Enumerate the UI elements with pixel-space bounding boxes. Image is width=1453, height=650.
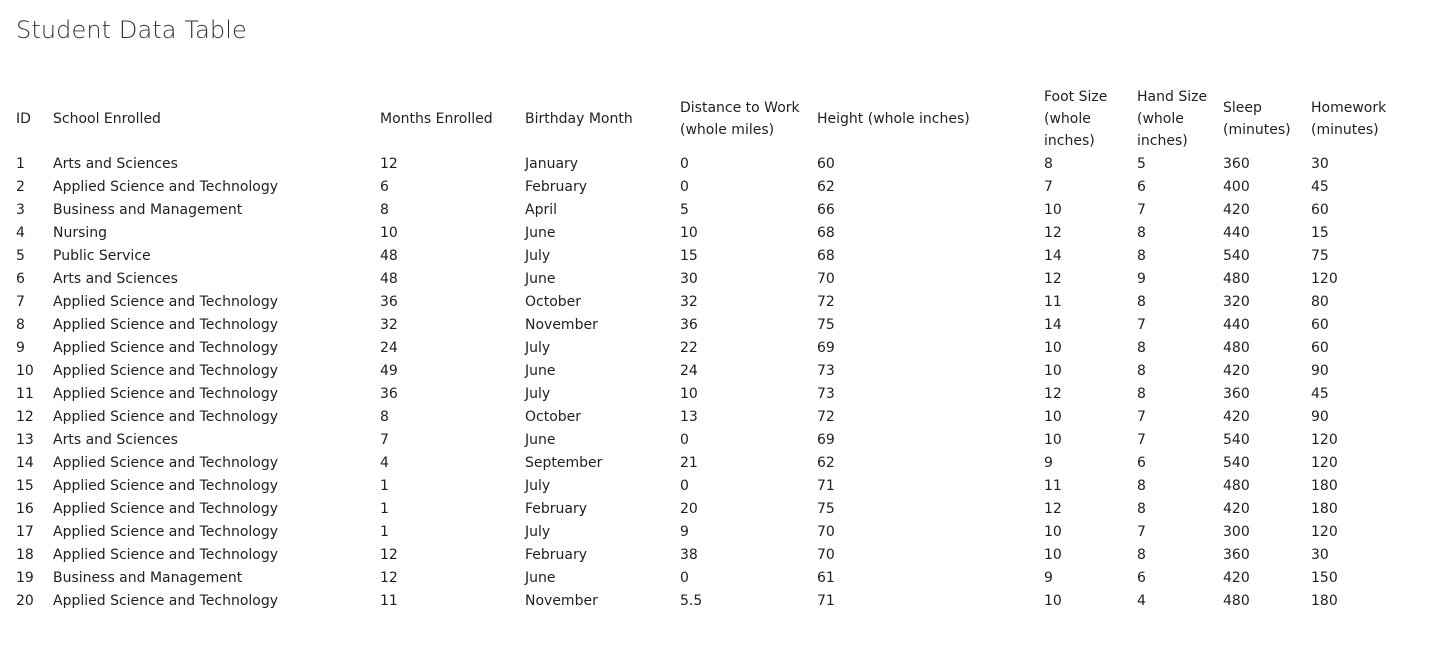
table-cell: 80 bbox=[1311, 294, 1329, 310]
table-cell: 540 bbox=[1223, 432, 1250, 448]
table-cell: Applied Science and Technology bbox=[53, 340, 279, 356]
table-cell: 8 bbox=[1044, 156, 1053, 172]
table-cell: 72 bbox=[817, 294, 835, 310]
table-cell: 90 bbox=[1311, 363, 1329, 379]
table-cell: 8 bbox=[1137, 340, 1146, 356]
table-cell: 10 bbox=[380, 225, 398, 241]
table-cell: 480 bbox=[1223, 340, 1250, 356]
table-cell: 12 bbox=[1044, 225, 1062, 241]
table-cell: Business and Management bbox=[53, 570, 243, 586]
table-cell: 73 bbox=[817, 386, 835, 402]
table-row bbox=[0, 291, 1400, 314]
table-cell: 75 bbox=[817, 317, 835, 333]
table-row bbox=[0, 245, 1400, 268]
table-cell: 8 bbox=[1137, 225, 1146, 241]
table-cell: 15 bbox=[16, 478, 34, 494]
table-cell: 62 bbox=[817, 455, 835, 471]
table-cell: 7 bbox=[1044, 179, 1053, 195]
table-cell: 72 bbox=[817, 409, 835, 425]
table-cell: Applied Science and Technology bbox=[53, 524, 279, 540]
table-cell: Nursing bbox=[53, 225, 108, 241]
table-cell: 32 bbox=[380, 317, 398, 333]
table-cell: 180 bbox=[1311, 501, 1338, 517]
table-cell: November bbox=[525, 593, 598, 609]
table-cell: 0 bbox=[680, 478, 689, 494]
table-cell: 4 bbox=[16, 225, 25, 241]
table-cell: 10 bbox=[1044, 363, 1062, 379]
table-row bbox=[0, 429, 1400, 452]
table-cell: January bbox=[525, 156, 579, 172]
table-cell: 69 bbox=[817, 432, 835, 448]
table-cell: Applied Science and Technology bbox=[53, 409, 279, 425]
table-cell: 6 bbox=[16, 271, 25, 287]
table-cell: 61 bbox=[817, 570, 835, 586]
table-cell: June bbox=[525, 363, 556, 379]
table-cell: 180 bbox=[1311, 593, 1338, 609]
table-row bbox=[0, 590, 1400, 613]
table-cell: 12 bbox=[16, 409, 34, 425]
table-cell: 71 bbox=[817, 593, 835, 609]
table-cell: Business and Management bbox=[53, 202, 243, 218]
table-cell: 2 bbox=[16, 179, 25, 195]
table-cell: June bbox=[525, 271, 556, 287]
table-cell: 3 bbox=[16, 202, 25, 218]
table-cell: 68 bbox=[817, 225, 835, 241]
table-cell: 48 bbox=[380, 271, 398, 287]
table-cell: 75 bbox=[1311, 248, 1329, 264]
table-cell: July bbox=[525, 248, 551, 264]
table-cell: 540 bbox=[1223, 248, 1250, 264]
table-cell: 10 bbox=[1044, 432, 1062, 448]
table-cell: June bbox=[525, 225, 556, 241]
table-cell: 11 bbox=[1044, 294, 1062, 310]
table-cell: 32 bbox=[680, 294, 698, 310]
table-row bbox=[0, 406, 1400, 429]
table-cell: 69 bbox=[817, 340, 835, 356]
table-cell: Applied Science and Technology bbox=[53, 386, 279, 402]
table-cell: 73 bbox=[817, 363, 835, 379]
table-cell: 30 bbox=[1311, 156, 1329, 172]
table-cell: 10 bbox=[16, 363, 34, 379]
table-cell: July bbox=[525, 340, 551, 356]
table-cell: July bbox=[525, 386, 551, 402]
table-cell: 9 bbox=[1044, 570, 1053, 586]
page-title: Student Data Table bbox=[16, 16, 247, 44]
table-cell: Applied Science and Technology bbox=[53, 179, 279, 195]
table-cell: 70 bbox=[817, 547, 835, 563]
table-cell: 10 bbox=[680, 386, 698, 402]
table-cell: September bbox=[525, 455, 603, 471]
table-cell: 320 bbox=[1223, 294, 1250, 310]
table-cell: July bbox=[525, 524, 551, 540]
table-cell: 420 bbox=[1223, 570, 1250, 586]
table-cell: 12 bbox=[1044, 271, 1062, 287]
table-cell: 420 bbox=[1223, 409, 1250, 425]
table-cell: 6 bbox=[1137, 570, 1146, 586]
table-cell: 68 bbox=[817, 248, 835, 264]
table-cell: 10 bbox=[1044, 340, 1062, 356]
table-cell: 45 bbox=[1311, 386, 1329, 402]
table-cell: 18 bbox=[16, 547, 34, 563]
table-cell: 6 bbox=[1137, 179, 1146, 195]
table-cell: 420 bbox=[1223, 202, 1250, 218]
table-cell: 48 bbox=[380, 248, 398, 264]
table-cell: 8 bbox=[16, 317, 25, 333]
table-header bbox=[0, 85, 1400, 153]
table-cell: 360 bbox=[1223, 156, 1250, 172]
table-cell: 7 bbox=[380, 432, 389, 448]
table-cell: 180 bbox=[1311, 478, 1338, 494]
table-cell: 90 bbox=[1311, 409, 1329, 425]
table-cell: 8 bbox=[1137, 248, 1146, 264]
table-cell: 10 bbox=[680, 225, 698, 241]
table-cell: 60 bbox=[1311, 202, 1329, 218]
table-cell: 4 bbox=[380, 455, 389, 471]
table-cell: 1 bbox=[380, 524, 389, 540]
table-cell: October bbox=[525, 409, 582, 425]
table-cell: 60 bbox=[817, 156, 835, 172]
table-cell: 11 bbox=[16, 386, 34, 402]
table-cell: April bbox=[525, 202, 557, 218]
table-cell: 13 bbox=[16, 432, 34, 448]
table-cell: 30 bbox=[1311, 547, 1329, 563]
table-cell: 9 bbox=[16, 340, 25, 356]
table-cell: 7 bbox=[1137, 409, 1146, 425]
table-cell: February bbox=[525, 501, 588, 517]
table-row bbox=[0, 567, 1400, 590]
table-cell: 30 bbox=[680, 271, 698, 287]
table-cell: 11 bbox=[1044, 478, 1062, 494]
table-cell: 9 bbox=[680, 524, 689, 540]
table-cell: 120 bbox=[1311, 524, 1338, 540]
table-cell: Applied Science and Technology bbox=[53, 363, 279, 379]
header-row bbox=[0, 85, 1400, 153]
table-cell: 10 bbox=[1044, 593, 1062, 609]
table-cell: 7 bbox=[1137, 317, 1146, 333]
table-cell: 60 bbox=[1311, 317, 1329, 333]
table-cell: 7 bbox=[16, 294, 25, 310]
table-row bbox=[0, 222, 1400, 245]
table-cell: 70 bbox=[817, 524, 835, 540]
table-row bbox=[0, 314, 1400, 337]
table-row bbox=[0, 268, 1400, 291]
table-cell: 36 bbox=[380, 294, 398, 310]
table-cell: 66 bbox=[817, 202, 835, 218]
table-cell: 9 bbox=[1044, 455, 1053, 471]
table-cell: Applied Science and Technology bbox=[53, 317, 279, 333]
table-row bbox=[0, 153, 1400, 176]
table-cell: 38 bbox=[680, 547, 698, 563]
table-cell: 12 bbox=[1044, 501, 1062, 517]
table-cell: 5 bbox=[1137, 156, 1146, 172]
table-cell: 11 bbox=[380, 593, 398, 609]
table-cell: 0 bbox=[680, 156, 689, 172]
table-cell: 440 bbox=[1223, 317, 1250, 333]
table-cell: 540 bbox=[1223, 455, 1250, 471]
table-cell: 440 bbox=[1223, 225, 1250, 241]
table-cell: 75 bbox=[817, 501, 835, 517]
table-cell: 420 bbox=[1223, 363, 1250, 379]
table-cell: 150 bbox=[1311, 570, 1338, 586]
table-cell: 8 bbox=[1137, 294, 1146, 310]
table-cell: 21 bbox=[680, 455, 698, 471]
table-cell: 6 bbox=[1137, 455, 1146, 471]
table-body bbox=[0, 153, 1400, 613]
table-cell: 14 bbox=[1044, 317, 1062, 333]
table-cell: 12 bbox=[380, 570, 398, 586]
table-row bbox=[0, 521, 1400, 544]
table-cell: 360 bbox=[1223, 547, 1250, 563]
table-cell: Public Service bbox=[53, 248, 151, 264]
table-cell: 16 bbox=[16, 501, 34, 517]
table-cell: February bbox=[525, 179, 588, 195]
column-header-homework: Homework (minutes) bbox=[1311, 100, 1387, 138]
table-cell: November bbox=[525, 317, 598, 333]
table-cell: 12 bbox=[1044, 386, 1062, 402]
table-cell: 400 bbox=[1223, 179, 1250, 195]
table-cell: 8 bbox=[1137, 478, 1146, 494]
table-cell: 0 bbox=[680, 179, 689, 195]
column-header-height: Height (whole inches) bbox=[817, 111, 970, 127]
table-cell: 120 bbox=[1311, 432, 1338, 448]
table-cell: 5 bbox=[16, 248, 25, 264]
table-cell: 1 bbox=[16, 156, 25, 172]
table-row bbox=[0, 475, 1400, 498]
table-cell: February bbox=[525, 547, 588, 563]
table-cell: June bbox=[525, 570, 556, 586]
table-cell: 22 bbox=[680, 340, 698, 356]
column-header-school: School Enrolled bbox=[53, 111, 161, 127]
column-header-foot: Foot Size (whole inches) bbox=[1044, 89, 1108, 149]
table-cell: 5.5 bbox=[680, 593, 703, 609]
table-cell: 4 bbox=[1137, 593, 1146, 609]
table-cell: 8 bbox=[1137, 386, 1146, 402]
column-header-distance: Distance to Work (whole miles) bbox=[680, 100, 800, 138]
table-cell: 17 bbox=[16, 524, 34, 540]
table-cell: 0 bbox=[680, 432, 689, 448]
table-cell: Applied Science and Technology bbox=[53, 547, 279, 563]
table-cell: Applied Science and Technology bbox=[53, 593, 279, 609]
table-cell: July bbox=[525, 478, 551, 494]
table-cell: 8 bbox=[1137, 363, 1146, 379]
table-row bbox=[0, 498, 1400, 521]
table-cell: Arts and Sciences bbox=[53, 156, 178, 172]
table-cell: 60 bbox=[1311, 340, 1329, 356]
table-cell: 12 bbox=[380, 156, 398, 172]
table-cell: 7 bbox=[1137, 524, 1146, 540]
table-cell: 8 bbox=[1137, 501, 1146, 517]
table-cell: 480 bbox=[1223, 478, 1250, 494]
table-cell: 8 bbox=[380, 409, 389, 425]
table-cell: 13 bbox=[680, 409, 698, 425]
table-cell: 71 bbox=[817, 478, 835, 494]
table-cell: 1 bbox=[380, 501, 389, 517]
column-header-sleep: Sleep (minutes) bbox=[1223, 100, 1291, 138]
table-cell: 70 bbox=[817, 271, 835, 287]
column-header-birthday: Birthday Month bbox=[525, 111, 633, 127]
table-row bbox=[0, 176, 1400, 199]
table-cell: 36 bbox=[380, 386, 398, 402]
table-cell: 14 bbox=[1044, 248, 1062, 264]
table-cell: 360 bbox=[1223, 386, 1250, 402]
table-cell: 5 bbox=[680, 202, 689, 218]
table-cell: 15 bbox=[1311, 225, 1329, 241]
table-cell: 36 bbox=[680, 317, 698, 333]
table-cell: 24 bbox=[680, 363, 698, 379]
table-cell: Applied Science and Technology bbox=[53, 501, 279, 517]
table-cell: 7 bbox=[1137, 202, 1146, 218]
table-cell: 20 bbox=[680, 501, 698, 517]
table-cell: 20 bbox=[16, 593, 34, 609]
table-cell: Applied Science and Technology bbox=[53, 478, 279, 494]
table-cell: 120 bbox=[1311, 271, 1338, 287]
table-cell: June bbox=[525, 432, 556, 448]
table-row bbox=[0, 452, 1400, 475]
table-cell: Applied Science and Technology bbox=[53, 455, 279, 471]
table-cell: 10 bbox=[1044, 409, 1062, 425]
table-cell: Applied Science and Technology bbox=[53, 294, 279, 310]
table-cell: 9 bbox=[1137, 271, 1146, 287]
column-header-months: Months Enrolled bbox=[380, 111, 493, 127]
table-row bbox=[0, 337, 1400, 360]
table-cell: October bbox=[525, 294, 582, 310]
table-cell: 1 bbox=[380, 478, 389, 494]
table-cell: 7 bbox=[1137, 432, 1146, 448]
table-row bbox=[0, 199, 1400, 222]
table-row bbox=[0, 360, 1400, 383]
table-cell: 14 bbox=[16, 455, 34, 471]
table-cell: 12 bbox=[380, 547, 398, 563]
table-cell: 10 bbox=[1044, 547, 1062, 563]
table-cell: 480 bbox=[1223, 593, 1250, 609]
table-cell: 480 bbox=[1223, 271, 1250, 287]
table-cell: 120 bbox=[1311, 455, 1338, 471]
table-cell: 6 bbox=[380, 179, 389, 195]
column-header-hand: Hand Size (whole inches) bbox=[1137, 89, 1208, 149]
table-cell: 15 bbox=[680, 248, 698, 264]
student-data-table bbox=[0, 85, 1400, 613]
table-row bbox=[0, 383, 1400, 406]
table-cell: 62 bbox=[817, 179, 835, 195]
table-cell: 10 bbox=[1044, 202, 1062, 218]
table-cell: 45 bbox=[1311, 179, 1329, 195]
table-cell: 8 bbox=[1137, 547, 1146, 563]
table-cell: 24 bbox=[380, 340, 398, 356]
table-cell: 19 bbox=[16, 570, 34, 586]
table-cell: 420 bbox=[1223, 501, 1250, 517]
table-cell: 10 bbox=[1044, 524, 1062, 540]
table-cell: 8 bbox=[380, 202, 389, 218]
table-cell: 300 bbox=[1223, 524, 1250, 540]
column-header-id: ID bbox=[16, 111, 31, 127]
table-cell: 0 bbox=[680, 570, 689, 586]
table-row bbox=[0, 544, 1400, 567]
table-cell: Arts and Sciences bbox=[53, 271, 178, 287]
table-cell: Arts and Sciences bbox=[53, 432, 178, 448]
table-cell: 49 bbox=[380, 363, 398, 379]
